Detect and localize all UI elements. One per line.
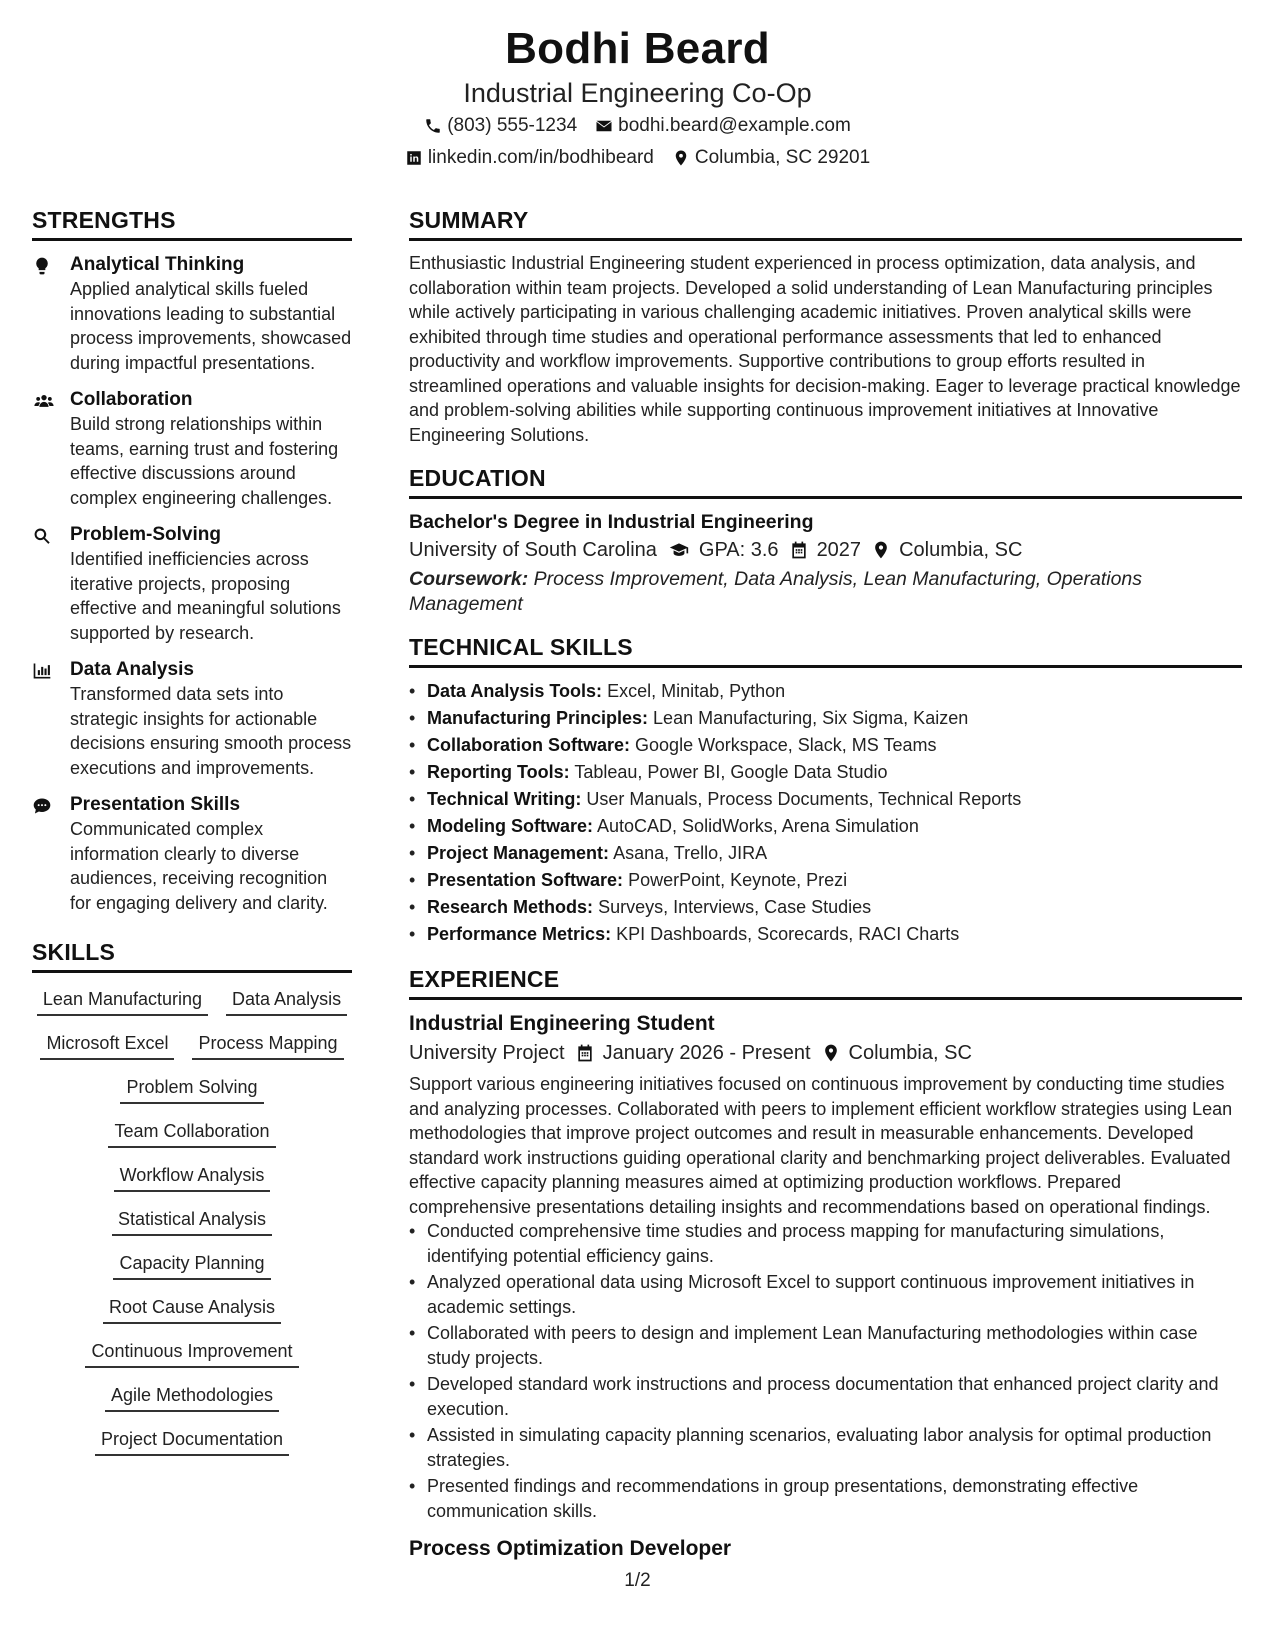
tech-skill-item (409, 705, 1242, 732)
skill-tag: Continuous Improvement (85, 1339, 298, 1368)
tech-skill-value: Excel, Minitab, Python (607, 681, 786, 701)
email-text[interactable]: bodhi.beard@example.com (618, 115, 851, 136)
strength-desc: Transformed data sets into strategic insights for actionable decisions ensuring smooth process executions and improvements. (70, 684, 352, 778)
skill-tag: Root Cause Analysis (103, 1295, 281, 1324)
tech-skill-label: Performance Metrics: (427, 924, 612, 944)
strength-desc: Build strong relationships within teams, earning trust and fostering effective discussions around complex engineering challenges. (70, 414, 339, 508)
tech-skill-value: AutoCAD, SolidWorks, Arena Simulation (597, 816, 919, 836)
skill-tag: Statistical Analysis (112, 1207, 272, 1236)
strength-title: Data Analysis (70, 659, 194, 680)
skill-tag: Workflow Analysis (114, 1163, 271, 1192)
tech-skill-value: Google Workspace, Slack, MS Teams (635, 735, 937, 755)
strength-title: Presentation Skills (70, 794, 241, 815)
linkedin-contact[interactable] (405, 142, 654, 174)
year-text: 2027 (816, 539, 862, 561)
job-org: University Project (409, 1042, 565, 1064)
tech-skill-value: KPI Dashboards, Scorecards, RACI Charts (616, 924, 960, 944)
job-title: Industrial Engineering Student (409, 1012, 715, 1035)
job-bullet: • Conducted comprehensive time studies and process mapping for manufacturing simulations, identifying potential efficiency gains. (409, 1219, 1242, 1268)
tech-skill-item (409, 867, 1242, 894)
skill-tag: Microsoft Excel (40, 1031, 174, 1060)
email-contact[interactable] (595, 110, 851, 142)
strength-desc: Applied analytical skills fueled innovations leading to substantial process improvements, showcased during impactful presentations. (70, 279, 352, 373)
phone-contact (424, 110, 577, 142)
technical-skills-list (409, 678, 1242, 948)
resume-header (0, 22, 1275, 174)
tech-skill-value: Surveys, Interviews, Case Studies (598, 897, 872, 917)
strength-item (32, 388, 352, 510)
strengths-list (32, 253, 352, 915)
tech-skill-label: Modeling Software: (427, 816, 593, 836)
strength-desc: Communicated complex information clearly to diverse audiences, receiving recognition for engaging delivery and clarity. (70, 819, 328, 913)
tech-skill-item (409, 678, 1242, 705)
skill-tag: Agile Methodologies (105, 1383, 279, 1412)
job-bullet: • Analyzed operational data using Microsoft Excel to support continuous improvement initiatives in academic settings. (409, 1270, 1242, 1319)
tech-skill-label: Collaboration Software: (427, 735, 631, 755)
location-text: Columbia, SC 29201 (694, 147, 871, 168)
coursework-text: Process Improvement, Data Analysis, Lean Manufacturing, Operations Management (409, 568, 1143, 615)
tech-skill-label: Research Methods: (427, 897, 594, 917)
tech-skill-label: Project Management: (427, 843, 610, 863)
strength-item (32, 793, 352, 915)
job-bullet: • Developed standard work instructions and process documentation that enhanced project clarity and execution. (409, 1372, 1242, 1421)
experience-heading: EXPERIENCE (409, 964, 1242, 1000)
job-title: Process Optimization Developer (409, 1537, 732, 1560)
tech-skill-label: Data Analysis Tools: (427, 681, 603, 701)
strengths-heading: STRENGTHS (32, 205, 352, 241)
users-icon (32, 391, 56, 411)
coursework (409, 567, 1242, 616)
coursework-label: Coursework: (409, 568, 529, 590)
map-pin-icon (871, 540, 891, 560)
skill-tag: Problem Solving (120, 1075, 263, 1104)
gpa-item (667, 535, 779, 565)
linkedin-icon (405, 149, 423, 167)
education-heading: EDUCATION (409, 463, 1242, 499)
tech-skill-label: Reporting Tools: (427, 762, 570, 782)
year-item (789, 535, 862, 565)
map-pin-icon (672, 149, 690, 167)
contact-row-2 (0, 142, 1275, 174)
calendar-icon (575, 1043, 595, 1063)
envelope-icon (595, 117, 613, 135)
job-entry (409, 1010, 1242, 1523)
calendar-icon (789, 540, 809, 560)
job-dates-item (575, 1038, 811, 1068)
tech-skill-value: Asana, Trello, JIRA (613, 843, 768, 863)
job-location-item (821, 1038, 972, 1068)
skills-list (32, 987, 352, 1456)
map-pin-icon (821, 1043, 841, 1063)
strength-title: Collaboration (70, 389, 193, 410)
job-description: Support various engineering initiatives focused on continuous improvement by conducting time studies and analyzing processes. Collaborated with peers to implement efficient workflow strategies using Lean methodologies that improve project outcomes and result in measurable enhancements. Developed standard work instructions guiding operational clarity and benchmarking project deliverables. Evaluated effective capacity planning measures aimed at optimizing production workflows. Prepared comprehensive presentations detailing insights and recommendations based on operational findings. (409, 1074, 1233, 1217)
tech-skill-item (409, 786, 1242, 813)
tech-skill-item (409, 894, 1242, 921)
page-number: 1/2 (624, 1570, 651, 1591)
tech-skill-label: Presentation Software: (427, 870, 624, 890)
tech-skill-value: Tableau, Power BI, Google Data Studio (574, 762, 888, 782)
tech-skill-label: Manufacturing Principles: (427, 708, 649, 728)
skill-tag: Data Analysis (226, 987, 347, 1016)
summary-heading: SUMMARY (409, 205, 1242, 241)
edu-location-text: Columbia, SC (899, 539, 1023, 561)
search-icon (32, 526, 52, 546)
right-column (409, 205, 1242, 1563)
contact-row-1 (0, 110, 1275, 142)
job-dates: January 2026 - Present (602, 1042, 811, 1064)
technical-skills-heading: TECHNICAL SKILLS (409, 632, 1242, 668)
summary-text: Enthusiastic Industrial Engineering student experienced in process optimization, data analysis, and collaboration within team projects. Developed a solid understanding of Lean Manufacturing principles while actively participating in various challenging academic initiatives. Proven analytical skills were exhibited through time studies and operational performance assessments that led to enhanced productivity and workflow improvements. Supportive contributions to group efforts resulted in streamlined operations and valuable insights for decision-making. Eager to leverage practical knowledge and problem-solving abilities while supporting continuous improvement initiatives at Innovative Engineering Solutions. (409, 253, 1241, 445)
job-meta (409, 1038, 1242, 1068)
skill-tag: Lean Manufacturing (37, 987, 208, 1016)
phone-text: (803) 555-1234 (447, 115, 578, 136)
chart-icon (32, 661, 52, 681)
candidate-name: Bodhi Beard (505, 24, 770, 73)
strength-item (32, 253, 352, 375)
lightbulb-icon (32, 256, 52, 276)
tech-skill-item (409, 813, 1242, 840)
strength-title: Problem-Solving (70, 524, 221, 545)
skill-tag: Process Mapping (192, 1031, 343, 1060)
tech-skill-item (409, 759, 1242, 786)
job-bullet: • Collaborated with peers to design and implement Lean Manufacturing methodologies within case study projects. (409, 1321, 1242, 1370)
graduation-cap-icon (667, 540, 691, 560)
strength-item (32, 523, 352, 645)
comment-icon (32, 796, 52, 816)
school-name: University of South Carolina (409, 539, 657, 561)
strength-desc: Identified inefficiencies across iterative projects, proposing effective and meaningful solutions supported by research. (70, 549, 341, 643)
skill-tag: Team Collaboration (108, 1119, 275, 1148)
tech-skill-value: User Manuals, Process Documents, Technical Reports (586, 789, 1022, 809)
skill-tag: Capacity Planning (113, 1251, 270, 1280)
tech-skill-value: PowerPoint, Keynote, Prezi (628, 870, 848, 890)
strength-title: Analytical Thinking (70, 254, 245, 275)
linkedin-text[interactable]: linkedin.com/in/bodhibeard (427, 147, 654, 168)
tech-skill-item (409, 921, 1242, 948)
job-bullet: • Assisted in simulating capacity planning scenarios, evaluating labor analysis for optimal production strategies. (409, 1423, 1242, 1472)
phone-icon (424, 117, 442, 135)
location-contact (672, 142, 870, 174)
strength-item (32, 658, 352, 780)
tech-skill-item (409, 840, 1242, 867)
degree-title: Bachelor's Degree in Industrial Engineering (409, 511, 814, 533)
gpa-text: GPA: 3.6 (698, 539, 779, 561)
education-meta (409, 535, 1242, 565)
job-location: Columbia, SC (848, 1042, 972, 1064)
left-column (32, 205, 352, 1456)
tech-skill-value: Lean Manufacturing, Six Sigma, Kaizen (653, 708, 969, 728)
edu-location-item (871, 535, 1022, 565)
candidate-title: Industrial Engineering Co-Op (463, 78, 812, 108)
tech-skill-label: Technical Writing: (427, 789, 582, 809)
job-bullet: • Presented findings and recommendations in group presentations, demonstrating effective communication skills. (409, 1474, 1242, 1523)
job-bullets (409, 1219, 1242, 1523)
tech-skill-item (409, 732, 1242, 759)
skill-tag: Project Documentation (95, 1427, 289, 1456)
skills-heading: SKILLS (32, 937, 352, 973)
